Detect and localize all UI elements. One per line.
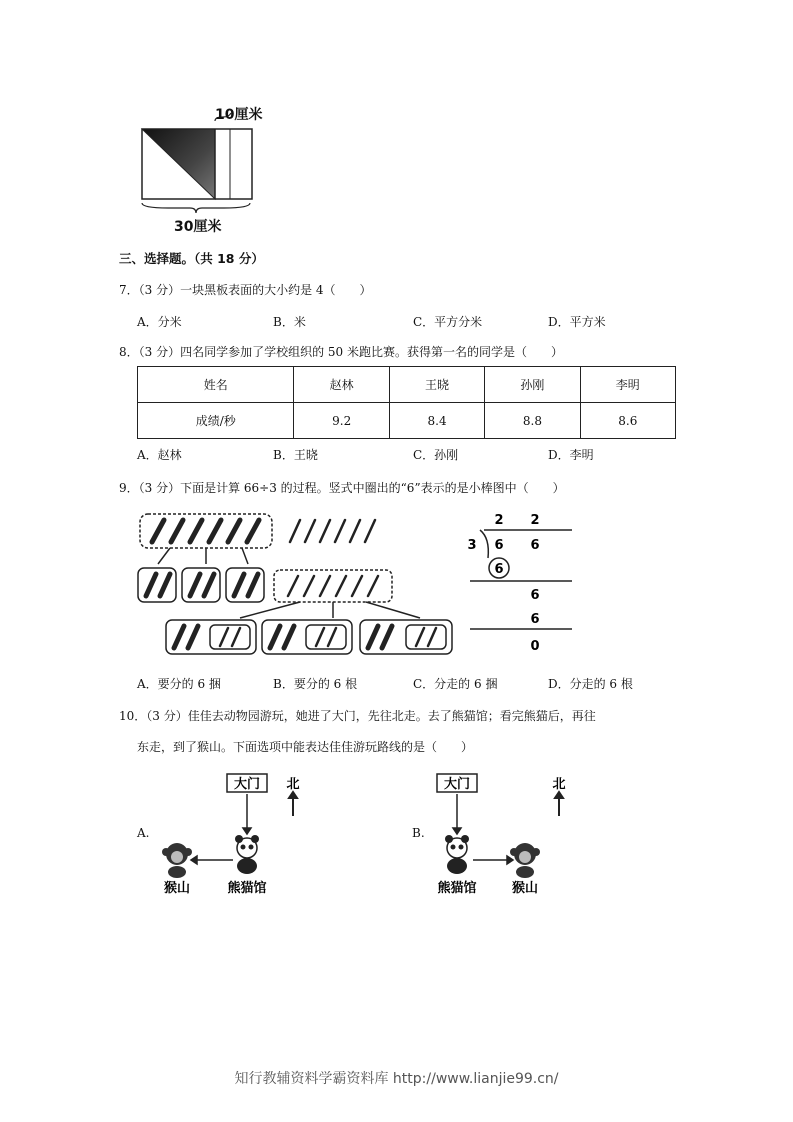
- q8-option-d[interactable]: D．李明: [548, 448, 594, 462]
- stick-bundles-diagram: [130, 508, 460, 658]
- right-place-label: 猴山: [511, 881, 539, 896]
- q9-option-d[interactable]: D．分走的 6 根: [548, 677, 633, 691]
- question-7-stem: 7．（3 分）一块黑板表面的大小约是 4（ ）: [119, 283, 372, 297]
- table-cell: 孙刚: [485, 367, 580, 403]
- dividend-ones: 6: [530, 538, 540, 553]
- panda-icon: [235, 835, 259, 874]
- q10-option-a-map[interactable]: [155, 768, 315, 898]
- right-place-label: 熊猫馆: [227, 881, 267, 896]
- q10-option-b-letter[interactable]: B.: [412, 826, 425, 840]
- remainder: 0: [530, 639, 540, 654]
- table-cell: 成绩/秒: [138, 403, 294, 439]
- table-cell: 姓名: [138, 367, 294, 403]
- monkey-icon: [162, 843, 192, 878]
- page-footer: 知行教辅资料学霸资料库 http://www.lianjie99.cn/: [234, 1071, 559, 1087]
- figure-label-top: 10厘米: [215, 107, 263, 123]
- gate-label: 大门: [233, 777, 261, 792]
- panda-icon: [445, 835, 469, 874]
- q8-option-b[interactable]: B．王晓: [273, 448, 318, 462]
- q10-option-a-letter[interactable]: A.: [137, 826, 150, 840]
- q7-option-b[interactable]: B．米: [273, 315, 306, 329]
- table-row: [138, 403, 676, 439]
- gate-label: 大门: [443, 777, 471, 792]
- q8-option-c[interactable]: C．孙刚: [413, 448, 459, 462]
- long-division: [462, 508, 577, 658]
- north-arrow-icon: [289, 792, 297, 816]
- table-cell: 李明: [580, 367, 675, 403]
- table-cell: 9.2: [294, 403, 389, 439]
- step-three-value: 6: [530, 612, 540, 627]
- question-10-stem-line1: 10．（3 分）佳佳去动物园游玩，她进了大门，先往北走。去了熊猫馆；看完熊猫后，再往: [119, 709, 596, 723]
- table-cell: 王晓: [389, 367, 484, 403]
- left-place-label: 熊猫馆: [437, 881, 477, 896]
- q7-option-d[interactable]: D．平方米: [548, 315, 606, 329]
- q7-option-c[interactable]: C．平方分米: [413, 315, 483, 329]
- table-cell: 8.6: [580, 403, 675, 439]
- monkey-icon: [510, 843, 540, 878]
- north-label: 北: [552, 777, 566, 792]
- table-cell: 8.8: [485, 403, 580, 439]
- question-9-stem: 9．（3 分）下面是计算 66÷3 的过程。竖式中圈出的“6”表示的是小棒图中（ ）: [119, 481, 565, 495]
- quotient-tens: 2: [494, 513, 504, 528]
- step-two-value: 6: [530, 588, 540, 603]
- question-10-stem-line2: 东走，到了猴山。下面选项中能表达佳佳游玩路线的是（ ）: [137, 740, 474, 754]
- question-8-stem: 8．（3 分）四名同学参加了学校组织的 50 米跑比赛。获得第一名的同学是（ ）: [119, 345, 563, 359]
- quotient-ones: 2: [530, 513, 540, 528]
- dividend-tens: 6: [494, 538, 504, 553]
- divisor: 3: [467, 538, 477, 553]
- table-header-row: [138, 367, 676, 403]
- section-heading: 三、选择题。（共 18 分）: [119, 251, 264, 266]
- left-place-label: 猴山: [163, 881, 191, 896]
- table-cell: 8.4: [389, 403, 484, 439]
- q10-option-b-map[interactable]: [425, 768, 585, 898]
- q8-option-a[interactable]: A．赵林: [137, 448, 182, 462]
- figure-label-bottom: 30厘米: [174, 219, 222, 235]
- q9-option-a[interactable]: A．要分的 6 捆: [137, 677, 221, 691]
- north-arrow-icon: [555, 792, 563, 816]
- table-cell: 赵林: [294, 367, 389, 403]
- q7-option-a[interactable]: A．分米: [137, 315, 182, 329]
- q9-option-b[interactable]: B．要分的 6 根: [273, 677, 358, 691]
- race-results-table: [137, 366, 676, 439]
- circled-six: 6: [494, 562, 504, 577]
- q9-option-c[interactable]: C．分走的 6 捆: [413, 677, 498, 691]
- north-label: 北: [286, 777, 300, 792]
